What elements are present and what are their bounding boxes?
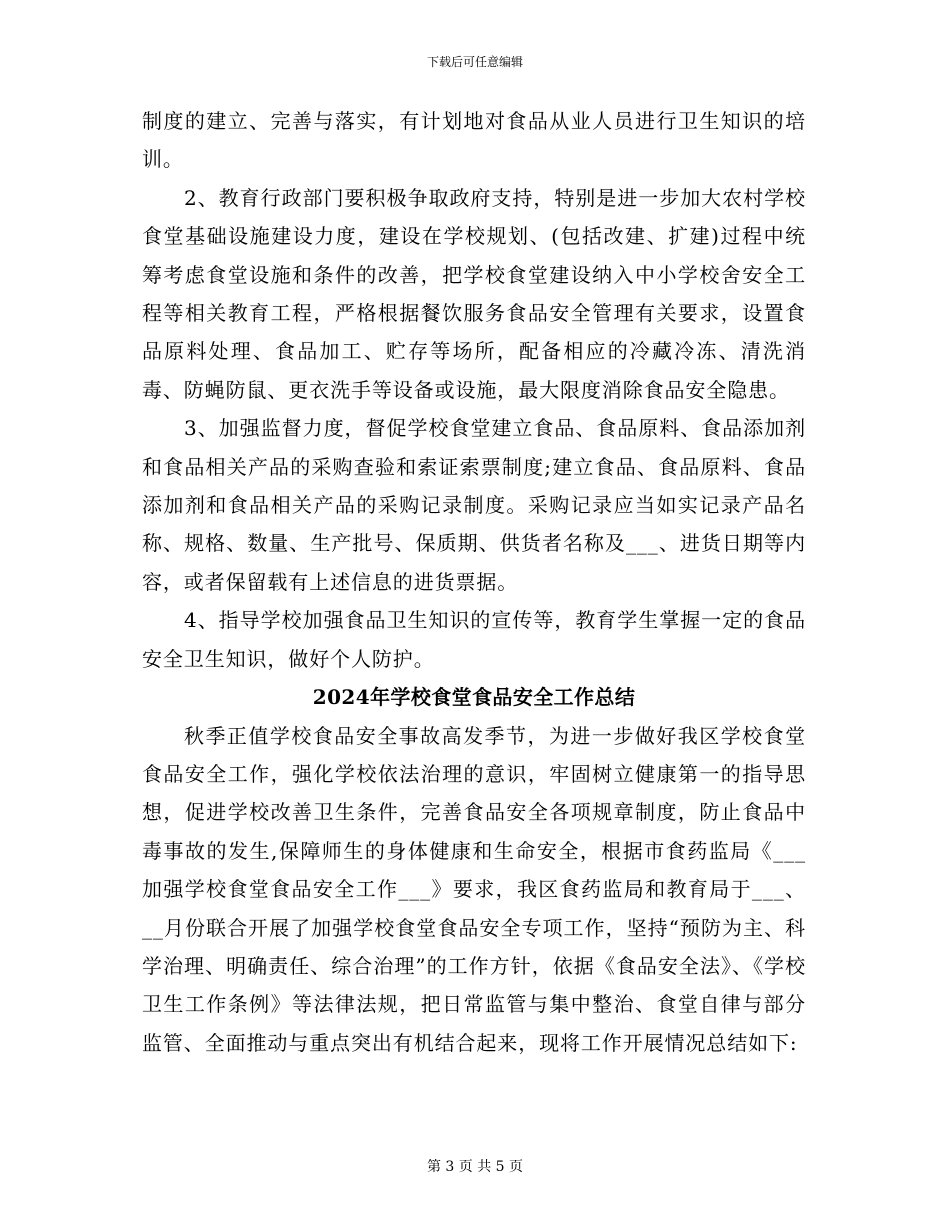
paragraph-item-4: 4、指导学校加强食品卫生知识的宣传等，教育学生掌握一定的食品安全卫生知识，做好个人防护。 xyxy=(142,608,806,671)
header-note: 下载后可任意编辑 xyxy=(426,55,523,69)
section-title: 2024年学校食堂食品安全工作总结 xyxy=(312,685,636,710)
paragraph-continuation: 制度的建立、完善与落实，有计划地对食品从业人员进行卫生知识的培训。 xyxy=(142,109,806,172)
page-number: 第 3 页 共 5 页 xyxy=(426,1159,524,1175)
paragraph-item-2: 2、教育行政部门要积极争取政府支持，特别是进一步加大农村学校食堂基础设施建设力度，建设在学校规划、(包括改建、扩建)过程中统筹考虑食堂设施和条件的改善，把学校食堂建设纳入中小学校舍安全工程等相关教育工程，严格根据餐饮服务食品安全管理有关要求，设置食品原料处理、食品加工、贮存等场所，配备相应的冷藏冷冻、清洗消毒、防蝇防鼠、更衣洗手等设备或设施，最大限度消除食品安全隐患。 xyxy=(142,185,806,402)
paragraph-summary-intro: 秋季正值学校食品安全事故高发季节，为进一步做好我区学校食堂食品安全工作，强化学校依法治理的意识，牢固树立健康第一的指导思想，促进学校改善卫生条件，完善食品安全各项规章制度，防止食品中毒事故的发生,保障师生的身体健康和生命安全，根据市食药监局《___加强学校食堂食品安全工作___》要求，我区食药监局和教育局于___、__月份联合开展了加强学校食堂食品安全专项工作，坚持“预防为主、科学治理、明确责任、综合治理”的工作方针，依据《食品安全法》、《学校卫生工作条例》等法律法规，把日常监管与集中整治、食堂自律与部分监管、全面推动与重点突出有机结合起来，现将工作开展情况总结如下: xyxy=(142,723,806,1055)
document-body xyxy=(142,102,806,1062)
paragraph-item-3: 3、加强监督力度，督促学校食堂建立食品、食品原料、食品添加剂和食品相关产品的采购查验和索证索票制度;建立食品、食品原料、食品添加剂和食品相关产品的采购记录制度。采购记录应当如实记录产品名称、规格、数量、生产批号、保质期、供货者名称及___、进货日期等内容，或者保留载有上述信息的进货票据。 xyxy=(142,416,806,594)
